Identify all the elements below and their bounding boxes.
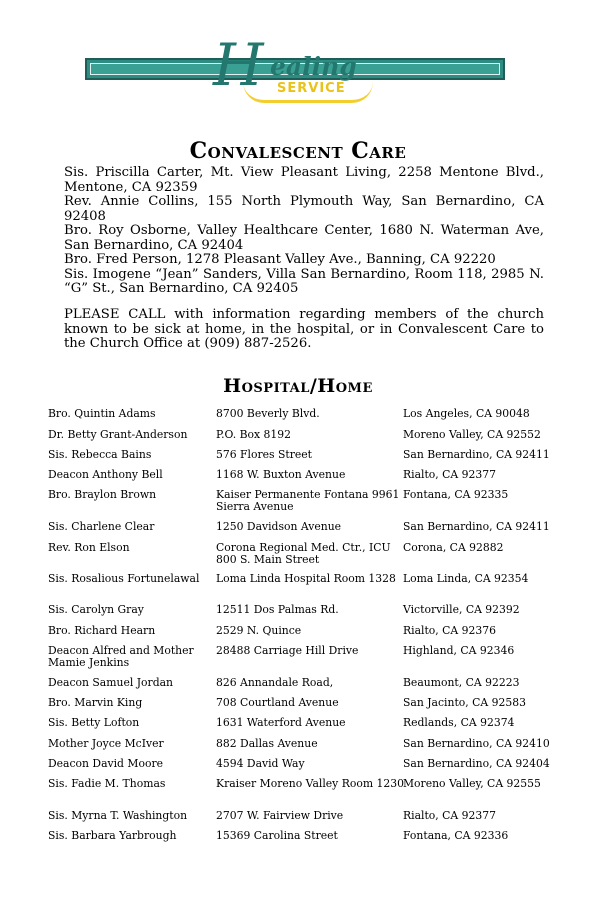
member-city: San Bernardino, CA 92411 xyxy=(403,520,550,533)
banner-subtitle: SERVICE xyxy=(277,81,346,96)
member-address: Kaiser Permanente Fontana 9961 Sierra Avenue xyxy=(216,488,400,513)
convalescent-entry: Sis. Imogene “Jean” Sanders, Villa San Bernardino, Room 118, 2985 N. “G” St., San Bernardino, CA 92405 xyxy=(64,266,544,296)
member-name: Deacon Anthony Bell xyxy=(48,468,163,481)
member-city: Corona, CA 92882 xyxy=(403,541,504,554)
member-address: 2529 N. Quince xyxy=(216,624,302,637)
member-city: Fontana, CA 92336 xyxy=(403,829,509,842)
member-name: Sis. Rebecca Bains xyxy=(48,448,152,461)
member-city: San Jacinto, CA 92583 xyxy=(403,696,526,709)
member-name: Bro. Marvin King xyxy=(48,696,143,709)
banner-initial: H xyxy=(213,31,264,99)
member-city: Rialto, CA 92377 xyxy=(403,809,497,822)
member-city: Redlands, CA 92374 xyxy=(403,716,515,729)
member-name: Deacon Alfred and Mother Mamie Jenkins xyxy=(48,644,194,669)
member-name: Sis. Betty Lofton xyxy=(48,716,140,729)
convalescent-heading: Convalescent Care xyxy=(189,138,407,164)
member-city: San Bernardino, CA 92404 xyxy=(403,757,550,770)
hospital-heading: Hospital/Home xyxy=(223,375,373,397)
member-address: 2707 W. Fairview Drive xyxy=(216,809,344,822)
member-address: Loma Linda Hospital Room 1328 xyxy=(216,572,396,585)
member-address: 4594 David Way xyxy=(216,757,305,770)
member-name: Bro. Braylon Brown xyxy=(48,488,157,501)
call-notice: PLEASE CALL with information regarding members of the church known to be sick at home, in the hospital, or in Convalescent Care to the Church Office at (909) 887-2526. xyxy=(64,307,544,351)
member-name: Sis. Barbara Yarbrough xyxy=(48,829,177,842)
member-city: Fontana, CA 92335 xyxy=(403,488,509,501)
member-address: Corona Regional Med. Ctr., ICU 800 S. Main Street xyxy=(216,541,391,566)
convalescent-entry: Bro. Roy Osborne, Valley Healthcare Center, 1680 N. Waterman Ave, San Bernardino, CA 92404 xyxy=(64,223,544,253)
member-city: San Bernardino, CA 92411 xyxy=(403,448,550,461)
healing-service-banner xyxy=(85,31,505,100)
member-address: 1250 Davidson Avenue xyxy=(216,520,342,533)
member-address: 8700 Beverly Blvd. xyxy=(216,407,320,420)
member-city: Rialto, CA 92376 xyxy=(403,624,497,637)
member-name: Dr. Betty Grant-Anderson xyxy=(48,428,188,441)
member-address: 28488 Carriage Hill Drive xyxy=(216,644,359,657)
member-address: 1168 W. Buxton Avenue xyxy=(216,468,346,481)
convalescent-entry: Sis. Priscilla Carter, Mt. View Pleasant Living, 2258 Mentone Blvd., Mentone, CA 92359 xyxy=(64,165,544,195)
member-city: Los Angeles, CA 90048 xyxy=(403,407,530,420)
member-city: Victorville, CA 92392 xyxy=(403,603,520,616)
member-city: Loma Linda, CA 92354 xyxy=(403,572,529,585)
member-city: Highland, CA 92346 xyxy=(403,644,515,657)
member-name: Mother Joyce McIver xyxy=(48,737,164,750)
member-name: Sis. Fadie M. Thomas xyxy=(48,777,166,790)
member-address: 576 Flores Street xyxy=(216,448,313,461)
member-city: Beaumont, CA 92223 xyxy=(403,676,520,689)
member-name: Bro. Quintin Adams xyxy=(48,407,156,420)
member-address: 708 Courtland Avenue xyxy=(216,696,339,709)
member-address: 12511 Dos Palmas Rd. xyxy=(216,603,339,616)
convalescent-entry: Bro. Fred Person, 1278 Pleasant Valley Ave., Banning, CA 92220 xyxy=(64,252,496,267)
member-address: 882 Dallas Avenue xyxy=(216,737,318,750)
member-name: Sis. Charlene Clear xyxy=(48,520,155,533)
member-city: Rialto, CA 92377 xyxy=(403,468,497,481)
member-name: Deacon Samuel Jordan xyxy=(48,676,174,689)
convalescent-list xyxy=(64,166,544,297)
member-name: Sis. Rosalious Fortunelawal xyxy=(48,572,200,585)
member-city: Moreno Valley, CA 92555 xyxy=(403,777,541,790)
member-address: Kraiser Moreno Valley Room 1230 xyxy=(216,777,404,790)
member-name: Sis. Carolyn Gray xyxy=(48,603,144,616)
member-address: 15369 Carolina Street xyxy=(216,829,338,842)
member-name: Deacon David Moore xyxy=(48,757,164,770)
member-address: 1631 Waterford Avenue xyxy=(216,716,346,729)
member-address: P.O. Box 8192 xyxy=(216,428,292,441)
banner-word: ealing xyxy=(270,52,357,81)
member-city: San Bernardino, CA 92410 xyxy=(403,737,550,750)
member-name: Bro. Richard Hearn xyxy=(48,624,156,637)
member-name: Sis. Myrna T. Washington xyxy=(48,809,188,822)
member-address: 826 Annandale Road, xyxy=(216,676,334,689)
convalescent-entry: Rev. Annie Collins, 155 North Plymouth Way, San Bernardino, CA 92408 xyxy=(64,194,544,224)
member-city: Moreno Valley, CA 92552 xyxy=(403,428,541,441)
member-name: Rev. Ron Elson xyxy=(48,541,130,554)
